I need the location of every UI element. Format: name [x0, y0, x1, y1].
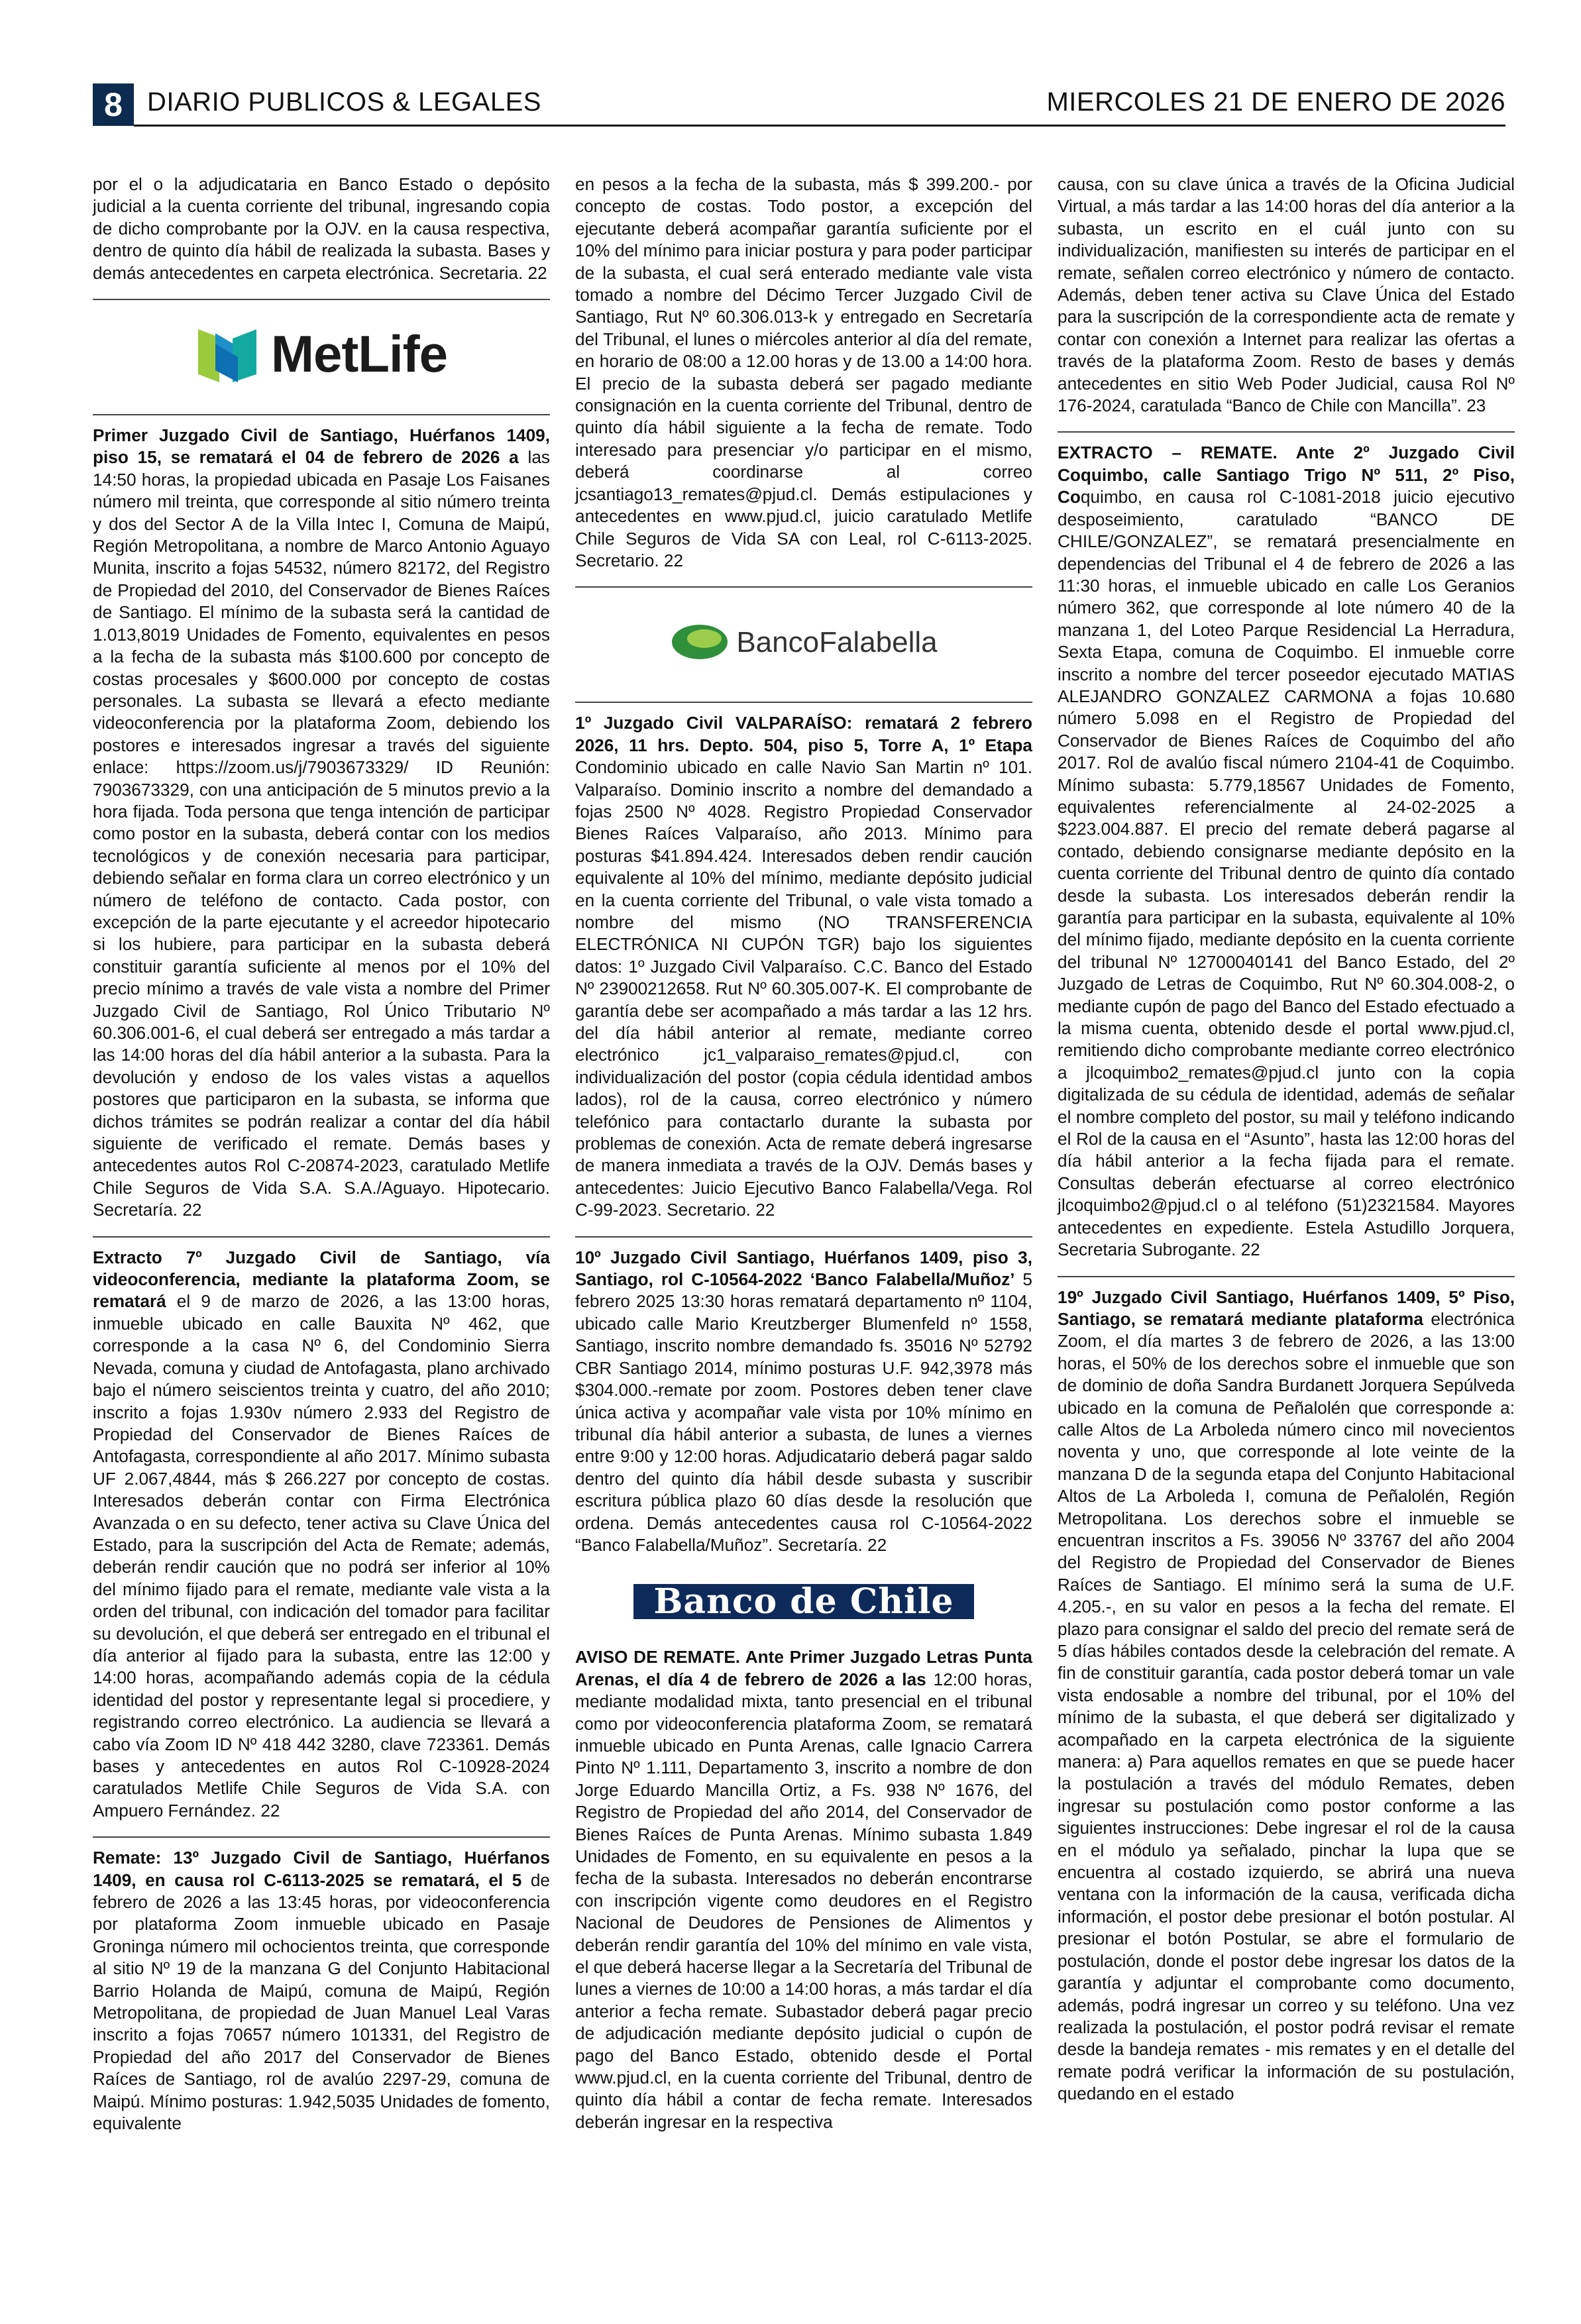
metlife-wordmark: MetLife — [271, 325, 447, 384]
header-rule — [134, 125, 1505, 127]
notice — [575, 1646, 1032, 2133]
notice-heading: 1º Juzgado Civil VALPARAÍSO: rematará 2 febrero 2026, 11 hrs. Depto. 504, piso 5, Torre A, 1º Etapa — [575, 713, 1032, 755]
notice-body: las 14:50 horas, la propiedad ubicada en Pasaje Los Faisanes número mil treinta, que corresponde al sitio número treinta y dos del Sector A de la Villa Intec I, Comuna de Maipú, Región Metropolitana, a nombre de Marco Antonio Aguayo Munita, inscrito a fojas 54532, número 82172, del Registro de Propiedad del 2010, del Conservador de Bienes Raíces de Santiago. El mínimo de la subasta será la cantidad de 1.013,8019 Unidades de Fomento, equivalentes en pesos a la fecha de la subasta más $100.600 por concepto de costas procesales y $600.000 por concepto de costas personales. La subasta se llevará a efecto mediante videoconferencia por la plataforma Zoom, debiendo los postores e interesados ingresar a través del siguiente enlace: https://zoom.us/j/7903673329/ ID Reunión: 7903673329, con una anticipación de 5 minutos previo a la hora fijada. Toda persona que tenga intención de participar como postor en la subasta, deberá contar con los medios tecnológicos y de conexión necesaria para participar, debiendo señalar en forma clara un correo electrónico y un número de teléfono de contacto. Cada postor, con excepción de la parte ejecutante y el acreedor hipotecario si los hubiere, para participar en la subasta deberá constituir garantía suficiente al menos por el 10% del precio mínimo a través de vale vista a nombre del Primer Juzgado Civil de Santiago, Rol Único Tributario Nº 60.306.001-6, el cual deberá ser entregado a más tardar a las 14:00 horas del día hábil anterior a la subasta. Para la devolución y endoso de los vales vistas a aquellos postores que participaron en la subasta, se informa que dichos trámites se podrán realizar a contar del día hábil siguiente de verificado el remate. Demás bases y antecedentes autos Rol C-20874-2023, caratulado Metlife Chile Seguros de Vida S.A. S.A./Aguayo. Hipotecario. Secretaría. 22 — [93, 447, 550, 1220]
notice-continuation: por el o la adjudicataria en Banco Estado o depósito judicial a la cuenta corriente del tribunal, ingresando copia de dicho comprobante por la OJV. en la causa respectiva, dentro de quinto día hábil de realizada la subasta. Bases y demás antecedentes en carpeta electrónica. Secretaria. 22 — [93, 174, 550, 283]
notice-heading: Primer Juzgado Civil de Santiago, Huérfanos 1409, piso 15, se rematará el 04 de febrero de 2026 a — [93, 425, 550, 468]
notice-body: 5 febrero 2025 13:30 horas rematará departamento nº 1104, ubicado calle Mario Kreutzberger Blumenfeld nº 1558, Santiago, inscrito nombre demandado fs. 35016 Nº 52792 CBR Santiago 2014, mínimo posturas U.F. 942,3978 más $304.000.-remate por zoom. Postores deben tener clave única activa y acompañar vale vista por 10% mínimo en tribunal día hábil anterior a subasta, de lunes a viernes entre 9:00 y 12:00 horas. Adjudicatario deberá pagar saldo dentro del quinto día hábil desde subasta y suscribir escritura pública plazo 60 días desde la resolución que ordena. Demás antecedentes causa rol C-10564-2022 “Banco Falabella/Muñoz”. Secretaría. 22 — [575, 1269, 1032, 1555]
notice-body: el 9 de marzo de 2026, a las 13:00 horas, inmueble ubicado en calle Bauxita Nº 462, que corresponde a la casa Nº 6, del Condominio Sierra Nevada, comuna y ciudad de Antofagasta, plano archivado bajo el número seiscientos treinta y cuatro, del año 2010; inscrito a fojas 1.930v número 2.933 del Registro de Propiedad del Conservador de Bienes Raíces de Antofagasta, correspondiente al año 2017. Mínimo subasta UF 2.067,4844, más $ 266.227 por concepto de costas. Interesados deberán contar con Firma Electrónica Avanzada o en su defecto, tener activa su Clave Única del Estado, para la suscripción del Acta de Remate; además, deberán rendir caución que no podrá ser inferior al 10% del mínimo fijado para el remate, mediante vale vista a la orden del tribunal, con indicación del tomador para facilitar su devolución, el que deberá ser entregado en el tribunal el día anterior al fijado para la subasta, entre las 12:00 y 14:00 horas, acompañando además copia de la cédula identidad del postor y representante legal si procediere, y registrando correo electrónico. La audiencia se llevará a cabo vía Zoom ID Nº 418 442 3280, clave 723361. Demás bases y antecedentes en autos Rol C-10928-2024 caratulados Metlife Chile Seguros de Vida S.A. con Ampuero Fernández. 22 — [93, 1291, 550, 1821]
notice-body: quimbo, en causa rol C-1081-2018 juicio ejecutivo desposeimiento, caratulado “BANCO DE CHILE/GONZALEZ”, se rematará presencialmente en dependencias del Tribunal el 4 de febrero de 2026 a las 11:30 horas, el inmueble ubicado en calle Los Geranios número 362, que corresponde al lote número 40 de la manzana 1, del Loteo Parque Residencial La Herradura, Sexta Etapa, comuna de Coquimbo. El inmueble corre inscrito a nombre del tercer poseedor ejecutado MATIAS ALEJANDRO GONZALEZ CARMONA a fojas 10.680 número 5.098 en el Registro de Propiedad del Conservador de Bienes Raíces de Coquimbo del año 2017. Rol de avalúo fiscal número 2104-41 de Coquimbo. Mínimo subasta: 5.779,18567 Unidades de Fomento, equivalentes referencialmente al 24-02-2025 a $223.004.887. El precio del remate deberá pagarse al contado, debiendo consignarse mediante depósito en la cuenta corriente del Tribunal dentro de quinto día contado desde la subasta. Los interesados deberán rendir la garantía para participar en la subasta, equivalente al 10% del mínimo fijado, mediante depósito en la cuenta corriente del tribunal Nº 12700040141 del Banco Estado, del 2º Juzgado de Letras de Coquimbo, Rut Nº 60.304.008-2, o mediante cupón de pago del Banco del Estado efectuado a la misma cuenta, obtenido desde el portal www.pjud.cl, remitiendo dicho comprobante mediante correo electrónico a jlcoquimbo2_remates@pjud.cl junto con la copia digitalizada de su cédula de identidad, además de señalar el nombre completo del postor, su mail y teléfono indicando el Rol de la causa en el “Asunto”, hasta las 12:00 horas del día hábil anterior a la fecha fijada para el remate. Consultas deberán efectuarse al correo electrónico jlcoquimbo2@pjud.cl o al teléfono (51)2321584. Mayores antecedentes en expediente. Estela Astudillo Jorquera, Secretaria Subrogante. 22 — [1058, 487, 1515, 1260]
notice — [1058, 442, 1515, 1261]
divider — [1058, 431, 1515, 433]
notice-heading: Remate: 13º Juzgado Civil de Santiago, Huérfanos 1409, en causa rol C-6113-2025 se rematará, el 5 — [93, 1848, 550, 1890]
notice — [575, 1247, 1032, 1557]
column-1 — [93, 174, 550, 2135]
notice — [93, 1847, 550, 2135]
notice-body: de febrero de 2026 a las 13:45 horas, por videoconferencia por plataforma Zoom inmueble ubicado en Pasaje Groninga número mil ochocientos treinta, que corresponde al sitio Nº 19 de la manzana G del Conjunto Habitacional Barrio Holanda de Maipú, comuna de Maipú, Región Metropolitana, de propiedad de Juan Manuel Leal Varas inscrito a fojas 70657 número 101331, del Registro de Propiedad del año 2017 del Conservador de Bienes Raíces de Santiago, rol de avalúo 2297-29, comuna de Maipú. Mínimo posturas: 1.942,5035 Unidades de fomento, equivalente — [93, 1870, 551, 2134]
notice-heading: AVISO DE REMATE. Ante Primer Juzgado Letras Punta Arenas, el día 4 de febrero de 2026 a las — [575, 1647, 1032, 1689]
notice — [93, 1247, 550, 1822]
divider — [575, 1236, 1032, 1238]
banco-de-chile-wordmark: Banco de Chile — [633, 1584, 973, 1619]
falabella-mark-icon — [670, 619, 730, 665]
column-2 — [575, 174, 1032, 2133]
page-header — [93, 83, 1505, 126]
notice-heading: 10º Juzgado Civil Santiago, Huérfanos 1409, piso 3, Santiago, rol C-10564-2022 ‘Banco Falabella/Muñoz’ — [575, 1247, 1032, 1290]
notice-heading: EXTRACTO – REMATE. Ante 2º Juzgado Civil Coquimbo, calle Santiago Trigo Nº 511, 2º Piso, Co — [1058, 443, 1515, 507]
notice-heading: 19º Juzgado Civil Santiago, Huérfanos 1409, 5º Piso, Santiago, se rematará mediante plataforma — [1058, 1287, 1515, 1329]
notice — [1058, 1287, 1515, 2105]
column-3 — [1058, 174, 1515, 2105]
metlife-logo — [93, 309, 550, 399]
notice — [575, 712, 1032, 1221]
divider — [575, 702, 1032, 703]
banco-falabella-logo — [575, 597, 1032, 687]
publication-title: DIARIO PUBLICOS & LEGALES — [147, 87, 541, 117]
divider — [93, 1836, 550, 1838]
notice-body: Condominio ubicado en calle Navio San Martin nº 101. Valparaíso. Dominio inscrito a nombre del demandado a fojas 2500 Nº 4028. Registro Propiedad Conservador Bienes Raíces Valparaíso, año 2013. Mínimo para posturas $41.894.424. Interesados deben rendir caución equivalente al 10% del mínimo, mediante depósito judicial en la cuenta corriente del Tribunal, o vale vista tomado a nombre del mismo (NO TRANSFERENCIA ELECTRÓNICA NI CUPÓN TGR) bajo los siguientes datos: 1º Juzgado Civil Valparaíso. C.C. Banco del Estado Nº 23900212658. Rut Nº 60.305.007-K. El comprobante de garantía debe ser acompañado a más tardar a las 12 hrs. del día hábil anterior al remate, mediante correo electrónico jc1_valparaiso_remates@pjud.cl, con individualización del postor (copia cédula identidad ambos lados), rol de la causa, correo electrónico y número telefónico para contactarlo durante la subasta por problemas de conexión. Acta de remate deberá ingresarse de manera inmediata a través de la OJV. Demás bases y antecedentes: Juicio Ejecutivo Banco Falabella/Vega. Rol C-99-2023. Secretario. 22 — [575, 757, 1032, 1220]
notice-heading: Extracto 7º Juzgado Civil de Santiago, vía videoconferencia, mediante la plataforma Zoom, se rematará — [93, 1247, 550, 1312]
falabella-wordmark: BancoFalabella — [736, 625, 938, 659]
publication-date: MIERCOLES 21 DE ENERO DE 2026 — [1046, 87, 1505, 117]
metlife-mark-icon — [195, 324, 259, 385]
notice-continuation: en pesos a la fecha de la subasta, más $ 399.200.- por concepto de costas. Todo postor, a excepción del ejecutante deberá acompañar garantía suficiente por el 10% del mínimo para iniciar postura y para poder participar de la subasta, el cual será enterado mediante vale vista tomado a nombre del Décimo Tercer Juzgado Civil de Santiago, Rut Nº 60.306.013-k y entregado en Secretaría del Tribunal, el lunes o miércoles anterior al día del remate, en horario de 08:00 a 12.00 horas y de 13.00 a 14:00 hora. El precio de la subasta deberá ser pagado mediante consignación en la cuenta corriente del Tribunal, dentro de quinto día hábil siguiente a la fecha de remate. Todo interesado para presenciar y/o participar en el mismo, deberá coordinarse al correo jcsantiago13_remates@pjud.cl. Demás estipulaciones y antecedentes en www.pjud.cl, juicio caratulado Metlife Chile Seguros de Vida SA con Leal, rol C-6113-2025. Secretario. 22 — [575, 174, 1032, 570]
notice — [93, 425, 550, 1222]
divider — [93, 1236, 550, 1238]
page-number: 8 — [93, 83, 134, 126]
notice-body: 12:00 horas, mediante modalidad mixta, tanto presencial en el tribunal como por videoconferencia plataforma Zoom, se rematará inmueble ubicado en Punta Arenas, calle Ignacio Carrera Pinto Nº 1.111, Departamento 3, inscrito a nombre de don Jorge Eduardo Mancilla Ortiz, a Fs. 938 Nº 1676, del Registro de Propiedad del año 2014, del Conservador de Bienes Raíces de Punta Arenas. Mínimo subasta 1.849 Unidades de Fomento, en su equivalente en pesos a la fecha de la subasta. Interesados no deberán encontrarse con inscripción vigente como deudores en el Registro Nacional de Deudores de Pensiones de Alimentos y deberán rendir garantía del 10% del mínimo en vale vista, el que deberá hacerse llegar a la Secretaría del Tribunal de lunes a viernes de 10:00 a 14:00 horas, a más tardar el día anterior a fecha remate. Subastador deberá pagar precio de adjudicación mediante depósito judicial o cupón de pago del Banco Estado, obtenido desde el Portal www.pjud.cl, en la cuenta corriente del Tribunal, dentro de quinto día hábil a contar de fecha remate. Interesados deberán ingresar en la respectiva — [575, 1669, 1032, 2132]
divider — [93, 299, 550, 300]
notice-continuation: causa, con su clave única a través de la Oficina Judicial Virtual, a más tardar a las 14:00 horas del día anterior a la subasta, un escrito en el cuál junto con su individualización, manifiesten su interés de participar en el remate, señalen correo electrónico y número de contacto. Además, deben tener activa su Clave Única del Estado para la suscripción de la correspondiente acta de remate y contar con conexión a Internet para realizar las ofertas a través de la plataforma Zoom. Resto de bases y demás antecedentes en sitio Web Poder Judicial, causa Rol Nº 176-2024, caratulada “Banco de Chile con Mancilla”. 23 — [1058, 174, 1515, 416]
banco-de-chile-logo — [575, 1556, 1032, 1646]
divider — [575, 586, 1032, 588]
notice-body: electrónica Zoom, el día martes 3 de febrero de 2026, a las 13:00 horas, el 50% de los derechos sobre el inmueble que son de dominio de doña Sandra Burdanett Jorquera Sepúlveda ubicado en la comuna de Peñalolén que corresponde a: calle Altos de La Arboleda número cinco mil novecientos noventa y uno, que corresponde al lote veinte de la manzana D de la segunda etapa del Conjunto Habitacional Altos de La Arboleda I, comuna de Peñalolén, Región Metropolitana. Los derechos sobre el inmueble se encuentran inscritos a Fs. 39056 Nº 33767 del año 2004 del Registro de Propiedad del Conservador de Bienes Raíces de Santiago. El mínimo será la suma de U.F. 4.205.-, en su valor en pesos a la fecha del remate. El plazo para consignar el saldo del precio del remate será de 5 días hábiles contados desde la celebración del remate. A fin de constituir garantía, cada postor deberá tomar un vale vista endosable a nombre del tribunal, por el 10% del mínimo de la subasta, el que deberá ser digitalizado y acompañado en la carpeta electrónica de la siguiente manera: a) Para aquellos remates en que se puede hacer la postulación a través del módulo Remates, deben ingresar su postulación como postor conforme a las siguientes instrucciones: Debe ingresar el rol de la causa en el módulo ya señalado, pinchar la lupa que se encuentra al costado izquierdo, se abrirá una nueva ventana con la información de la causa, verificada dicha información, el postor debe presionar el botón postular. Al presionar el botón Postular, se abre el formulario de postulación, donde el postor debe ingresar los datos de la garantía y adjuntar el comprobante como documento, además, podrá ingresar un correo y su teléfono. Una vez realizada la postulación, el postor podrá revisar el remate desde la bandeja remates - mis remates y en el detalle del remate podrá verificar la información de su postulación, quedando en el estado — [1058, 1308, 1515, 2104]
divider — [1058, 1276, 1515, 1277]
divider — [93, 414, 550, 415]
